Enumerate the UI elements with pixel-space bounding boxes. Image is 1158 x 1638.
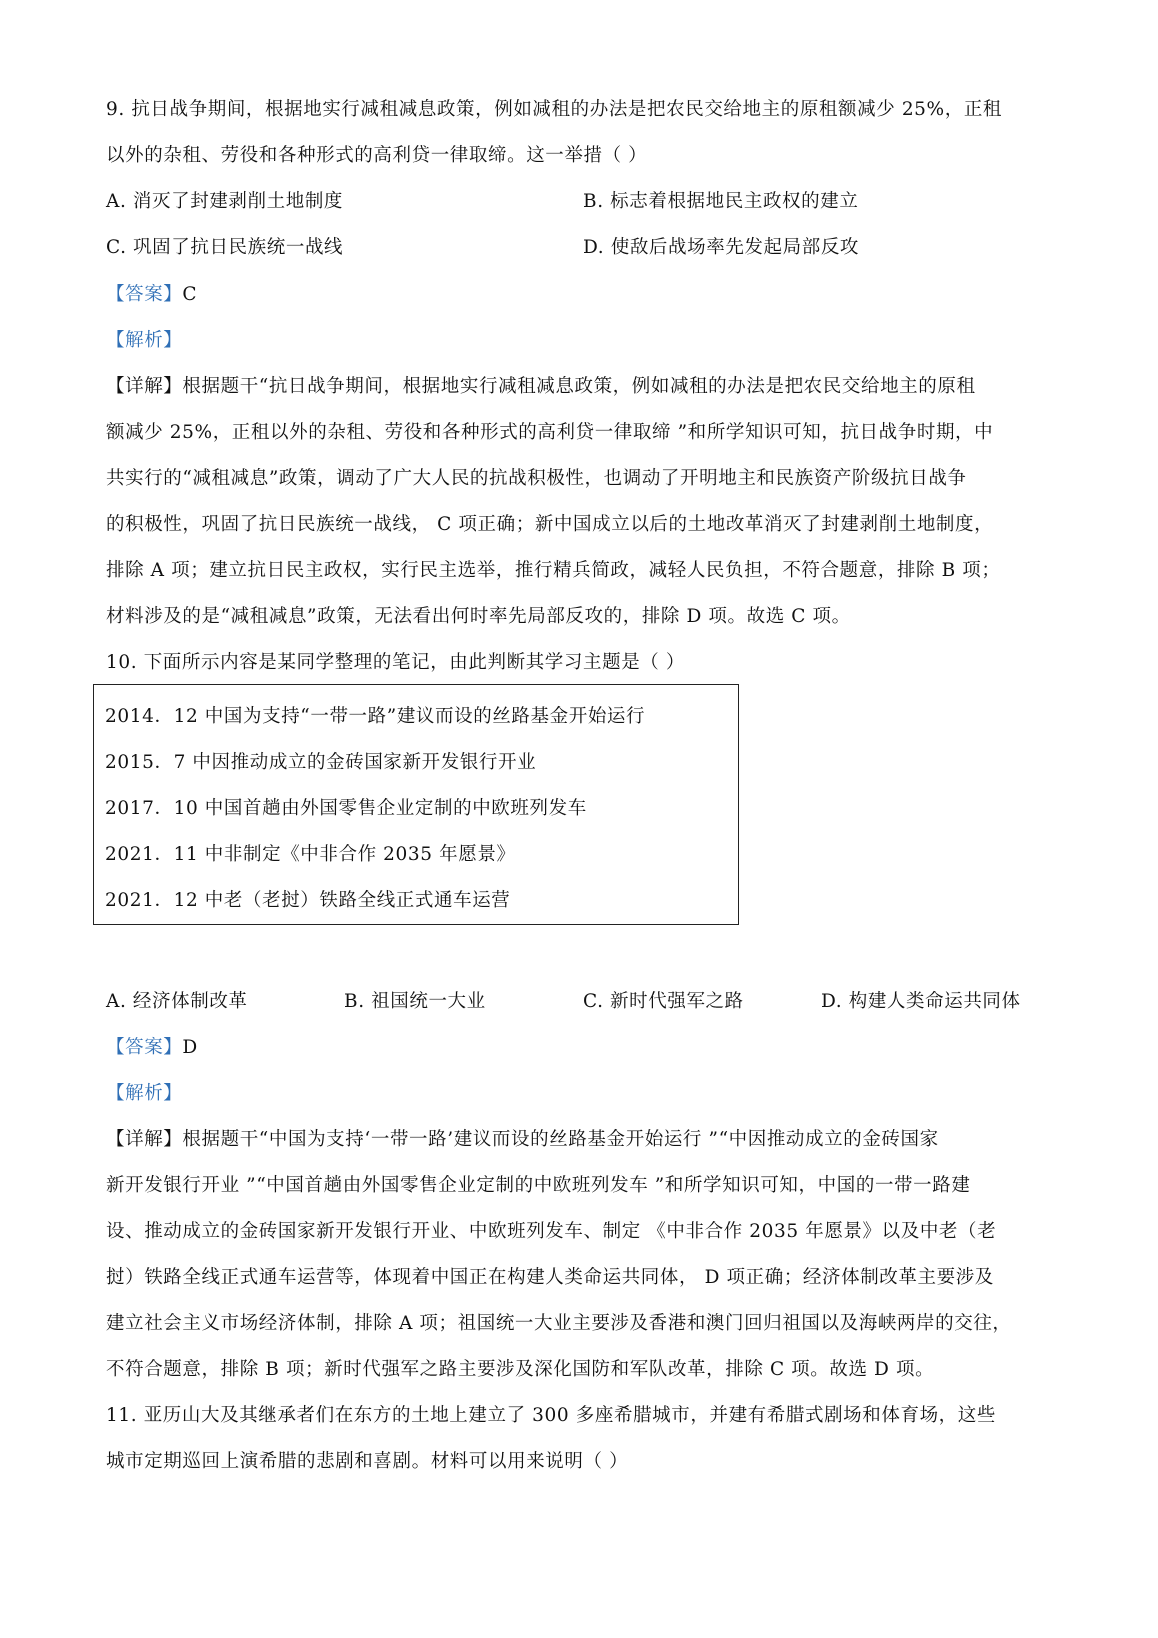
q9-detail-line-6: 材料涉及的是“减租减息”政策，无法看出何时率先局部反攻的，排除 D 项。故选 C 项。 (106, 606, 851, 627)
q9-detail-line-5: 排除 A 项；建立抗日民主政权，实行民主选举，推行精兵简政，减轻人民负担，不符合题意，排除 B 项； (106, 560, 1001, 581)
q10-option-a: A. 经济体制改革 (106, 991, 248, 1012)
q9-detail-line-2: 额减少 25%，正租以外的杂租、劳役和各种形式的高利贷一律取缔 ”和所学知识可知，抗日战争时期，中 (106, 422, 994, 443)
q10-option-b: B. 祖国统一大业 (344, 991, 486, 1012)
q10-detail-line-5: 建立社会主义市场经济体制，排除 A 项；祖国统一大业主要涉及香港和澳门回归祖国以及海峡两岸的交往， (106, 1313, 1012, 1334)
q10-detail-text-1: 根据题干“中国为支持‘一带一路’建议而设的丝路基金开始运行 ”“中因推动成立的金砖国家 (182, 1129, 939, 1150)
q10-detail-line-4: 挝）铁路全线正式通车运营等，体现着中国正在构建人类命运共同体， D 项正确；经济体制改革主要涉及 (106, 1267, 994, 1288)
q9-detail-text-1: 根据题干“抗日战争期间，根据地实行减租减息政策，例如减租的办法是把农民交给地主的原租 (182, 376, 976, 397)
q9-detail-line-3: 共实行的“减租减息”政策，调动了广大人民的抗战积极性，也调动了开明地主和民族资产阶级抗日战争 (106, 468, 967, 489)
q10-analysis-tag: 【解析】 (106, 1083, 183, 1104)
q9-detail-tag: 【详解】 (106, 376, 183, 397)
q10-stem: 10. 下面所示内容是某同学整理的笔记，由此判断其学习主题是（ ） (106, 652, 685, 673)
q10-note-1: 2014．12 中国为支持“一带一路”建议而设的丝路基金开始运行 (105, 706, 646, 727)
q9-analysis-tag: 【解析】 (106, 330, 183, 351)
q11-stem-line-1: 11. 亚历山大及其继承者们在东方的土地上建立了 300 多座希腊城市，并建有希腊式剧场和体育场，这些 (106, 1405, 996, 1426)
q9-answer-tag: 【答案】 (106, 284, 183, 305)
q10-answer-tag: 【答案】 (106, 1037, 183, 1058)
q9-option-d: D. 使敌后战场率先发起局部反攻 (583, 237, 860, 258)
q9-stem-line-2: 以外的杂租、劳役和各种形式的高利贷一律取缔。这一举措（ ） (106, 145, 648, 166)
q10-detail-line-2: 新开发银行开业 ”“中国首趟由外国零售企业定制的中欧班列发车 ”和所学知识可知，中国的一带一路建 (106, 1175, 971, 1196)
q9-detail-line-1 (106, 375, 976, 399)
q9-detail-line-4: 的积极性，巩固了抗日民族统一战线， C 项正确；新中国成立以后的土地改革消灭了封建剥削土地制度， (106, 514, 994, 535)
q10-note-4: 2021．11 中非制定《中非合作 2035 年愿景》 (105, 844, 516, 865)
q10-detail-line-3: 设、推动成立的金砖国家新开发银行开业、中欧班列发车、制定 《中非合作 2035 年愿景》以及中老（老 (106, 1221, 997, 1242)
q10-detail-line-6: 不符合题意，排除 B 项；新时代强军之路主要涉及深化国防和军队改革，排除 C 项。故选 D 项。 (106, 1359, 935, 1380)
q9-answer (106, 283, 197, 307)
q10-note-3: 2017．10 中国首趟由外国零售企业定制的中欧班列发车 (105, 798, 587, 819)
q10-answer-value: D (182, 1037, 198, 1058)
q9-answer-value: C (182, 284, 198, 305)
q10-note-5: 2021．12 中老（老挝）铁路全线正式通车运营 (105, 890, 511, 911)
q10-detail-line-1 (106, 1128, 939, 1152)
q11-stem-line-2: 城市定期巡回上演希腊的悲剧和喜剧。材料可以用来说明（ ） (106, 1451, 629, 1472)
q10-option-d: D. 构建人类命运共同体 (821, 991, 1021, 1012)
q10-note-2: 2015．7 中因推动成立的金砖国家新开发银行开业 (105, 752, 537, 773)
q10-detail-tag: 【详解】 (106, 1129, 183, 1150)
q10-answer (106, 1036, 198, 1060)
q10-option-c: C. 新时代强军之路 (583, 991, 744, 1012)
q9-option-a: A. 消灭了封建剥削土地制度 (106, 191, 344, 212)
q9-option-c: C. 巩固了抗日民族统一战线 (106, 237, 344, 258)
q9-option-b: B. 标志着根据地民主政权的建立 (583, 191, 859, 212)
q9-stem-line-1: 9. 抗日战争期间，根据地实行减租减息政策，例如减租的办法是把农民交给地主的原租额减少 25%，正租 (106, 99, 1003, 120)
